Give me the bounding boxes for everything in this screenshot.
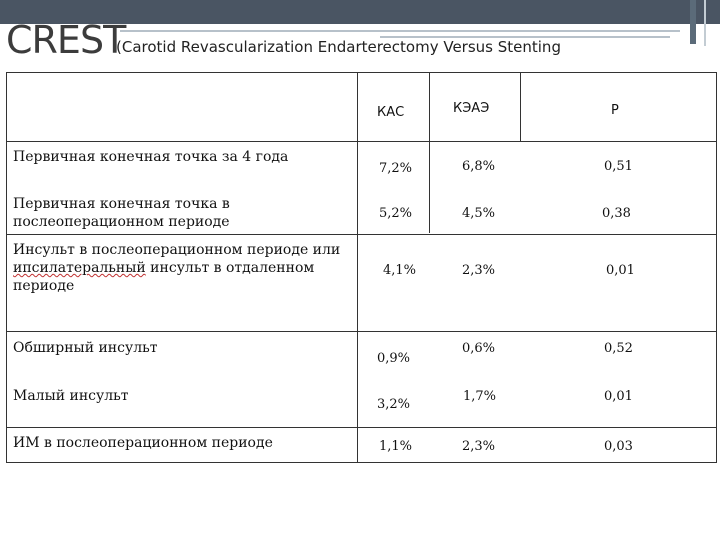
row-label: Малый инсульт: [13, 388, 129, 404]
cell-keae: 0,6%: [462, 341, 496, 356]
cell-kas: 5,2%: [379, 206, 413, 221]
cell-keae: 6,8%: [462, 159, 496, 174]
results-table: [6, 72, 717, 463]
cell-kas: 7,2%: [379, 161, 413, 176]
decor-line-top: [120, 30, 680, 32]
slide-subtitle: (Carotid Revascularization Endarterectomy Versus Stenting: [116, 38, 561, 56]
cell-kas: 4,1%: [383, 263, 417, 278]
header-kas: КАС: [377, 105, 405, 120]
decor-vertical-line: [704, 0, 706, 46]
row-label: Обширный инсульт: [13, 340, 158, 356]
column-divider: [429, 73, 430, 233]
row-label: Первичная конечная точка за 4 года: [13, 149, 289, 165]
cell-kas: 3,2%: [377, 397, 411, 412]
cell-p: 0,52: [604, 341, 633, 356]
row-label: Первичная конечная точка в послеоперационном периоде: [13, 196, 230, 230]
column-divider: [357, 73, 358, 463]
row-label: ИМ в послеоперационном периоде: [13, 435, 273, 451]
row-label: Инсульт в послеоперационном периоде или ипсилатеральный инсульт в отдаленном периоде: [13, 242, 341, 294]
header-keae: КЭАЭ: [453, 101, 490, 116]
cell-p: 0,03: [604, 439, 633, 454]
cell-kas: 1,1%: [379, 439, 413, 454]
header-p: P: [611, 103, 619, 118]
cell-keae: 2,3%: [462, 439, 496, 454]
cell-keae: 4,5%: [462, 206, 496, 221]
decor-vertical-bar: [690, 0, 696, 44]
cell-p: 0,51: [604, 159, 633, 174]
cell-keae: 2,3%: [462, 263, 496, 278]
column-divider: [520, 73, 521, 141]
cell-kas: 0,9%: [377, 351, 411, 366]
column-divider: [716, 73, 717, 463]
slide-title: CREST: [6, 18, 126, 62]
cell-p: 0,01: [606, 263, 635, 278]
cell-keae: 1,7%: [463, 389, 497, 404]
cell-p: 0,01: [604, 389, 633, 404]
cell-p: 0,38: [602, 206, 631, 221]
